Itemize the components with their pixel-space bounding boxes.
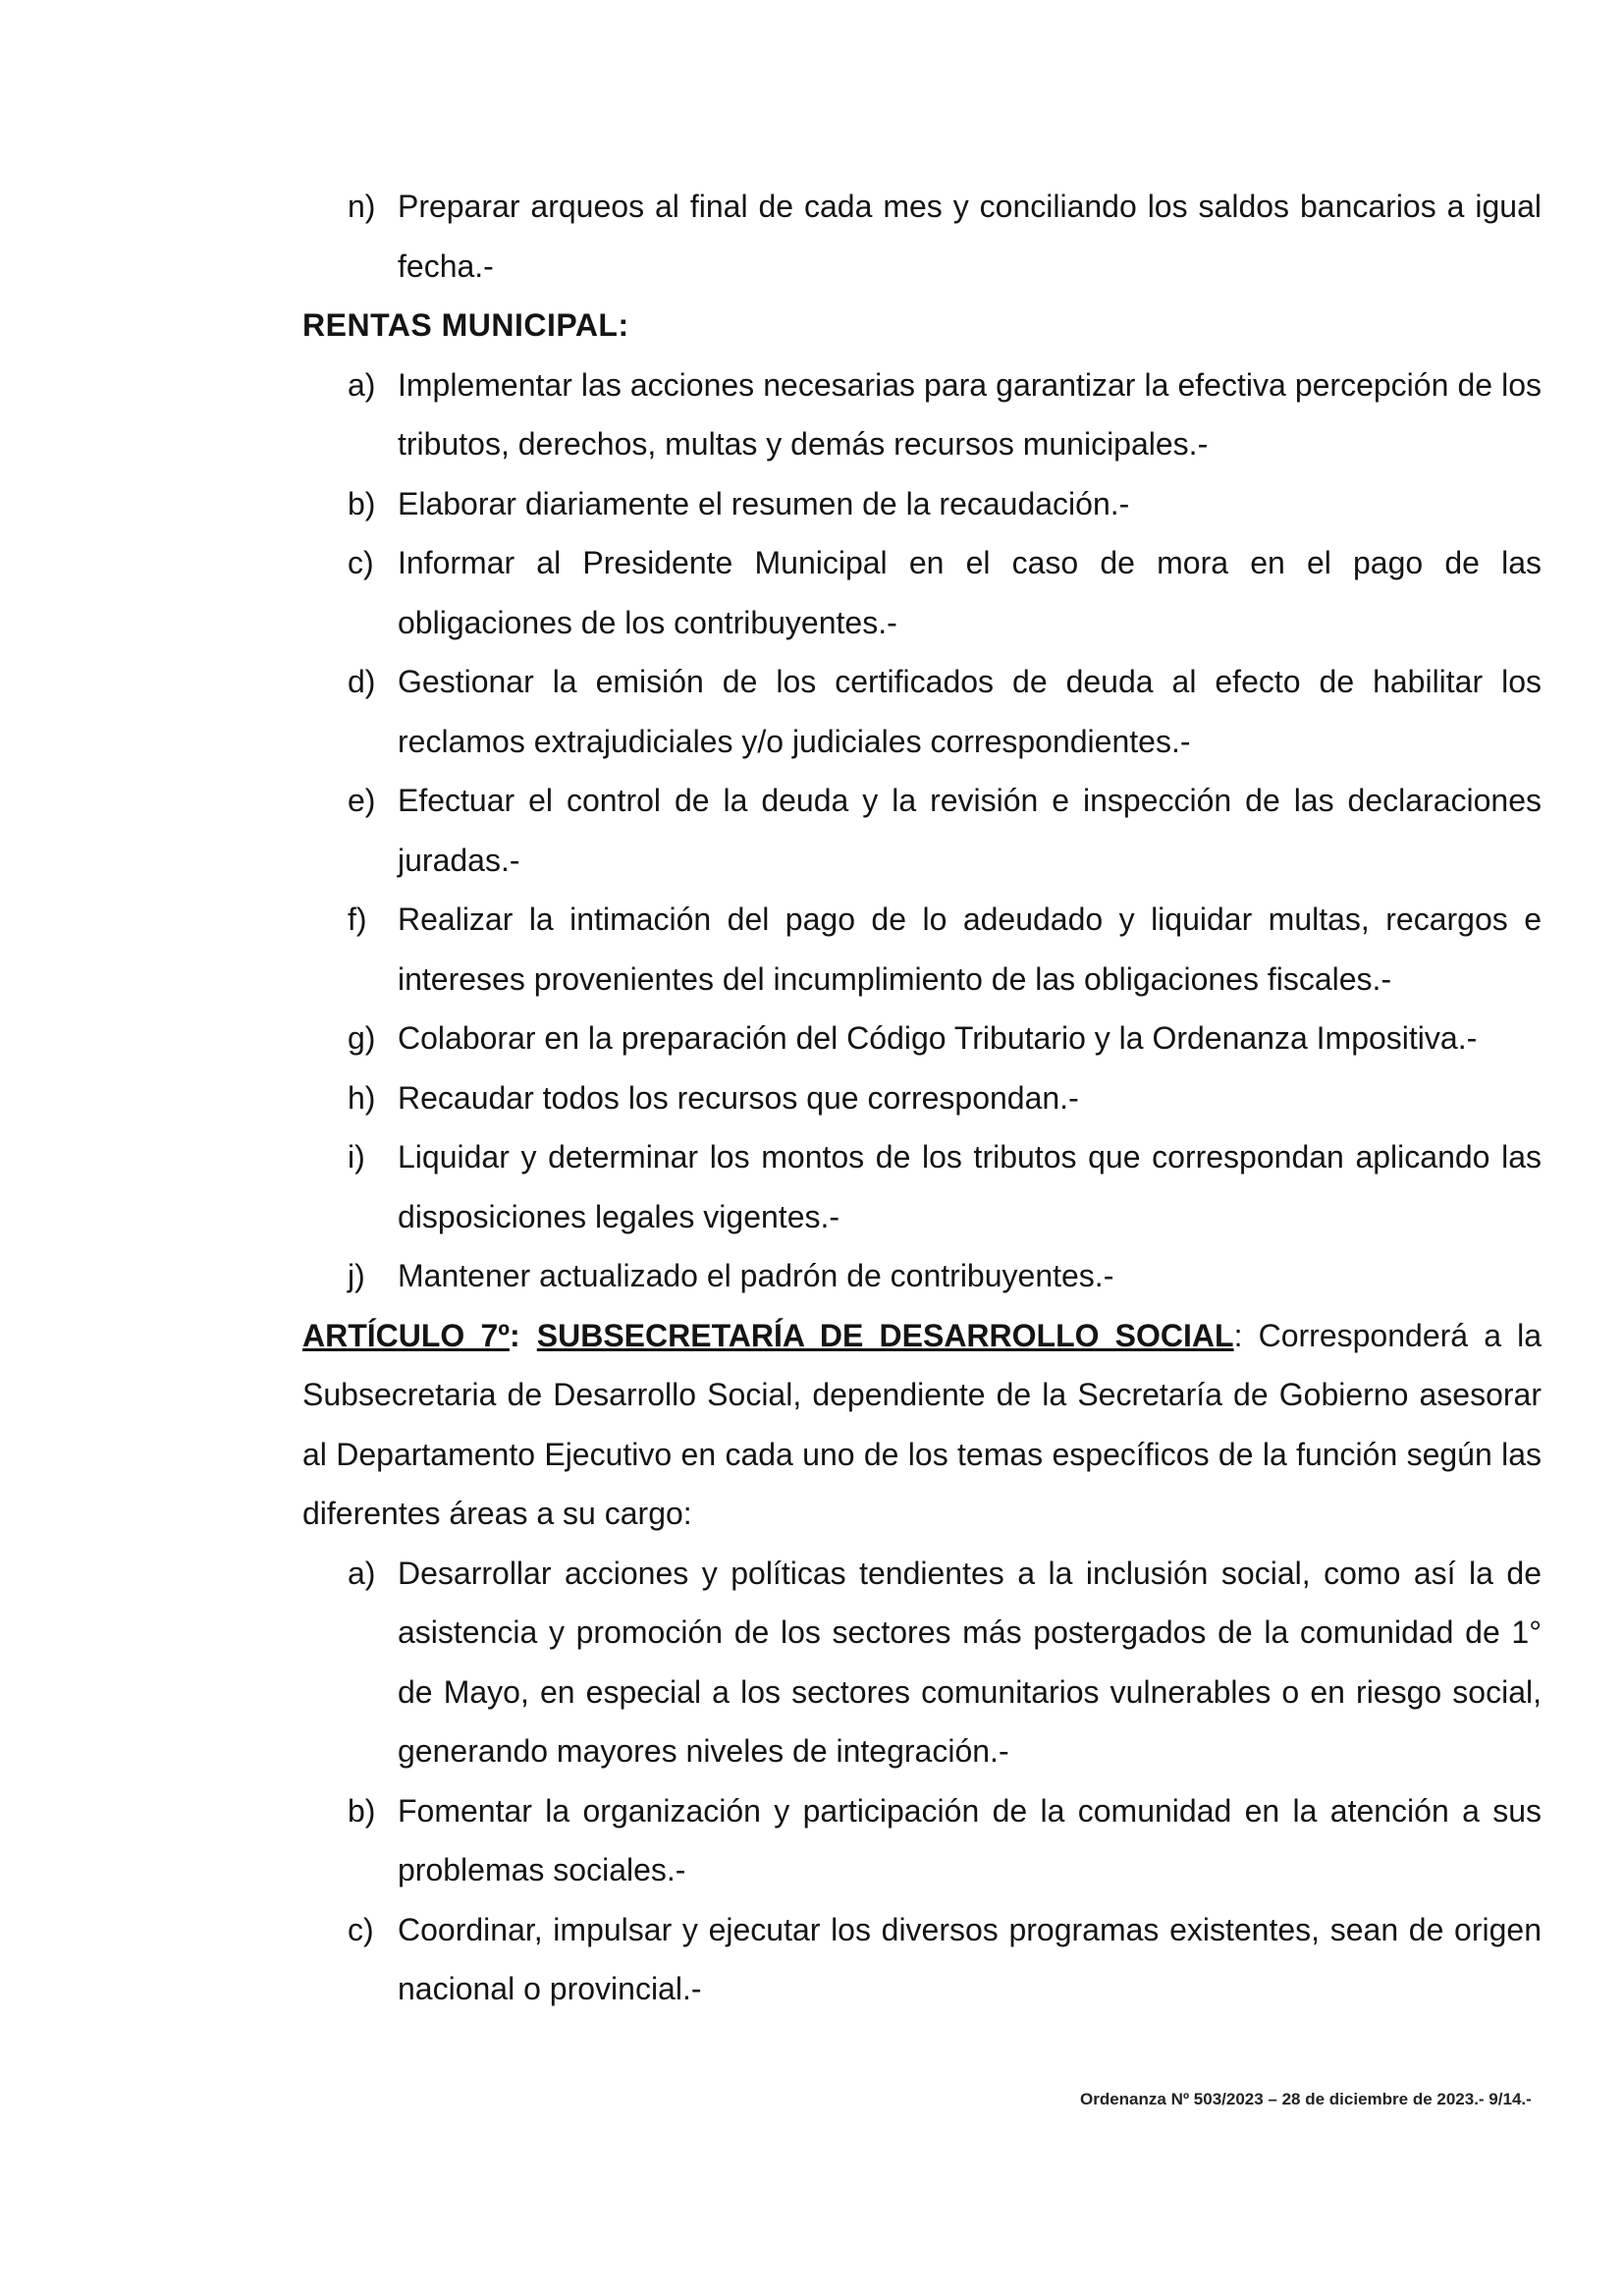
item-letter: h) — [348, 1079, 376, 1116]
list-item — [302, 474, 1542, 534]
item-letter: n) — [348, 189, 376, 224]
item-text: Fomentar la organización y participación de la comunidad en la atención a sus problemas sociales.- — [398, 1792, 1542, 1887]
item-letter: c) — [348, 545, 374, 580]
article-7-paragraph — [302, 1306, 1542, 1544]
item-letter: b) — [348, 1792, 376, 1829]
item-letter: j) — [348, 1258, 365, 1293]
item-text: Recaudar todos los recursos que correspondan.- — [398, 1079, 1079, 1116]
article-title: SUBSECRETARÍA DE DESARROLLO SOCIAL — [536, 1317, 1234, 1353]
list-item-n — [302, 177, 1542, 296]
article-body: Corresponderá a la Subsecretaria de Desarrollo Social, dependiente de la Secretaría de Gobierno asesorar al Departamento Ejecutivo en cada uno de los temas específicos de la función según las diferentes áreas a su cargo: — [302, 1317, 1543, 1531]
item-letter: a) — [348, 1555, 376, 1591]
page-footer: Ordenanza Nº 503/2023 – 28 de diciembre de 2023.- 9/14.- — [1080, 2090, 1532, 2108]
item-letter: e) — [348, 783, 376, 818]
item-text: Coordinar, impulsar y ejecutar los diversos programas existentes, sean de origen nacional o provincial.- — [398, 1911, 1542, 2006]
article-colon: : — [1233, 1317, 1259, 1353]
article-label: ARTÍCULO 7º — [302, 1317, 510, 1353]
item-text: Efectuar el control de la deuda y la revisión e inspección de las declaraciones juradas.- — [398, 783, 1542, 878]
list-item — [302, 1009, 1542, 1068]
list-item — [302, 355, 1542, 474]
section-heading-rentas: RENTAS MUNICIPAL: — [302, 307, 629, 343]
item-letter: g) — [348, 1020, 376, 1056]
item-text: Desarrollar acciones y políticas tendientes a la inclusión social, como así la de asistencia y promoción de los sectores más postergados de la comunidad de 1° de Mayo, en especial a los sectores comunitarios vulnerables o en riesgo social, generando mayores niveles de integración.- — [398, 1555, 1542, 1769]
item-text: Liquidar y determinar los montos de los tributos que correspondan aplicando las disposiciones legales vigentes.- — [398, 1139, 1542, 1234]
list-item — [302, 1781, 1542, 1900]
article-colon: : — [509, 1317, 537, 1353]
list-item — [302, 1900, 1542, 2019]
item-text: Implementar las acciones necesarias para garantizar la efectiva percepción de los tributos, derechos, multas y demás recursos municipales.- — [398, 366, 1542, 462]
item-text: Gestionar la emisión de los certificados de deuda al efecto de habilitar los reclamos extrajudiciales y/o judiciales correspondientes.- — [398, 664, 1542, 759]
item-letter: c) — [348, 1911, 374, 1947]
list-item — [302, 771, 1542, 890]
list-item — [302, 652, 1542, 771]
item-text: Colaborar en la preparación del Código Tributario y la Ordenanza Impositiva.- — [398, 1020, 1478, 1056]
list-item — [302, 533, 1542, 652]
item-text: Preparar arqueos al final de cada mes y conciliando los saldos bancarios a igual fecha.- — [398, 189, 1542, 284]
item-text: Realizar la intimación del pago de lo adeudado y liquidar multas, recargos e intereses provenientes del incumplimiento de las obligaciones fiscales.- — [398, 902, 1542, 997]
item-text: Elaborar diariamente el resumen de la recaudación.- — [398, 485, 1130, 521]
item-letter: b) — [348, 485, 376, 521]
item-letter: d) — [348, 664, 376, 699]
list-item — [302, 1068, 1542, 1128]
item-letter: i) — [348, 1139, 365, 1175]
list-item — [302, 1544, 1542, 1781]
item-letter: a) — [348, 366, 376, 403]
item-text: Informar al Presidente Municipal en el caso de mora en el pago de las obligaciones de los contribuyentes.- — [398, 545, 1542, 640]
item-text: Mantener actualizado el padrón de contribuyentes.- — [398, 1258, 1114, 1293]
list-item — [302, 890, 1542, 1009]
document-body — [302, 177, 1542, 2019]
list-item — [302, 1246, 1542, 1306]
item-letter: f) — [348, 902, 367, 937]
list-item — [302, 1127, 1542, 1246]
